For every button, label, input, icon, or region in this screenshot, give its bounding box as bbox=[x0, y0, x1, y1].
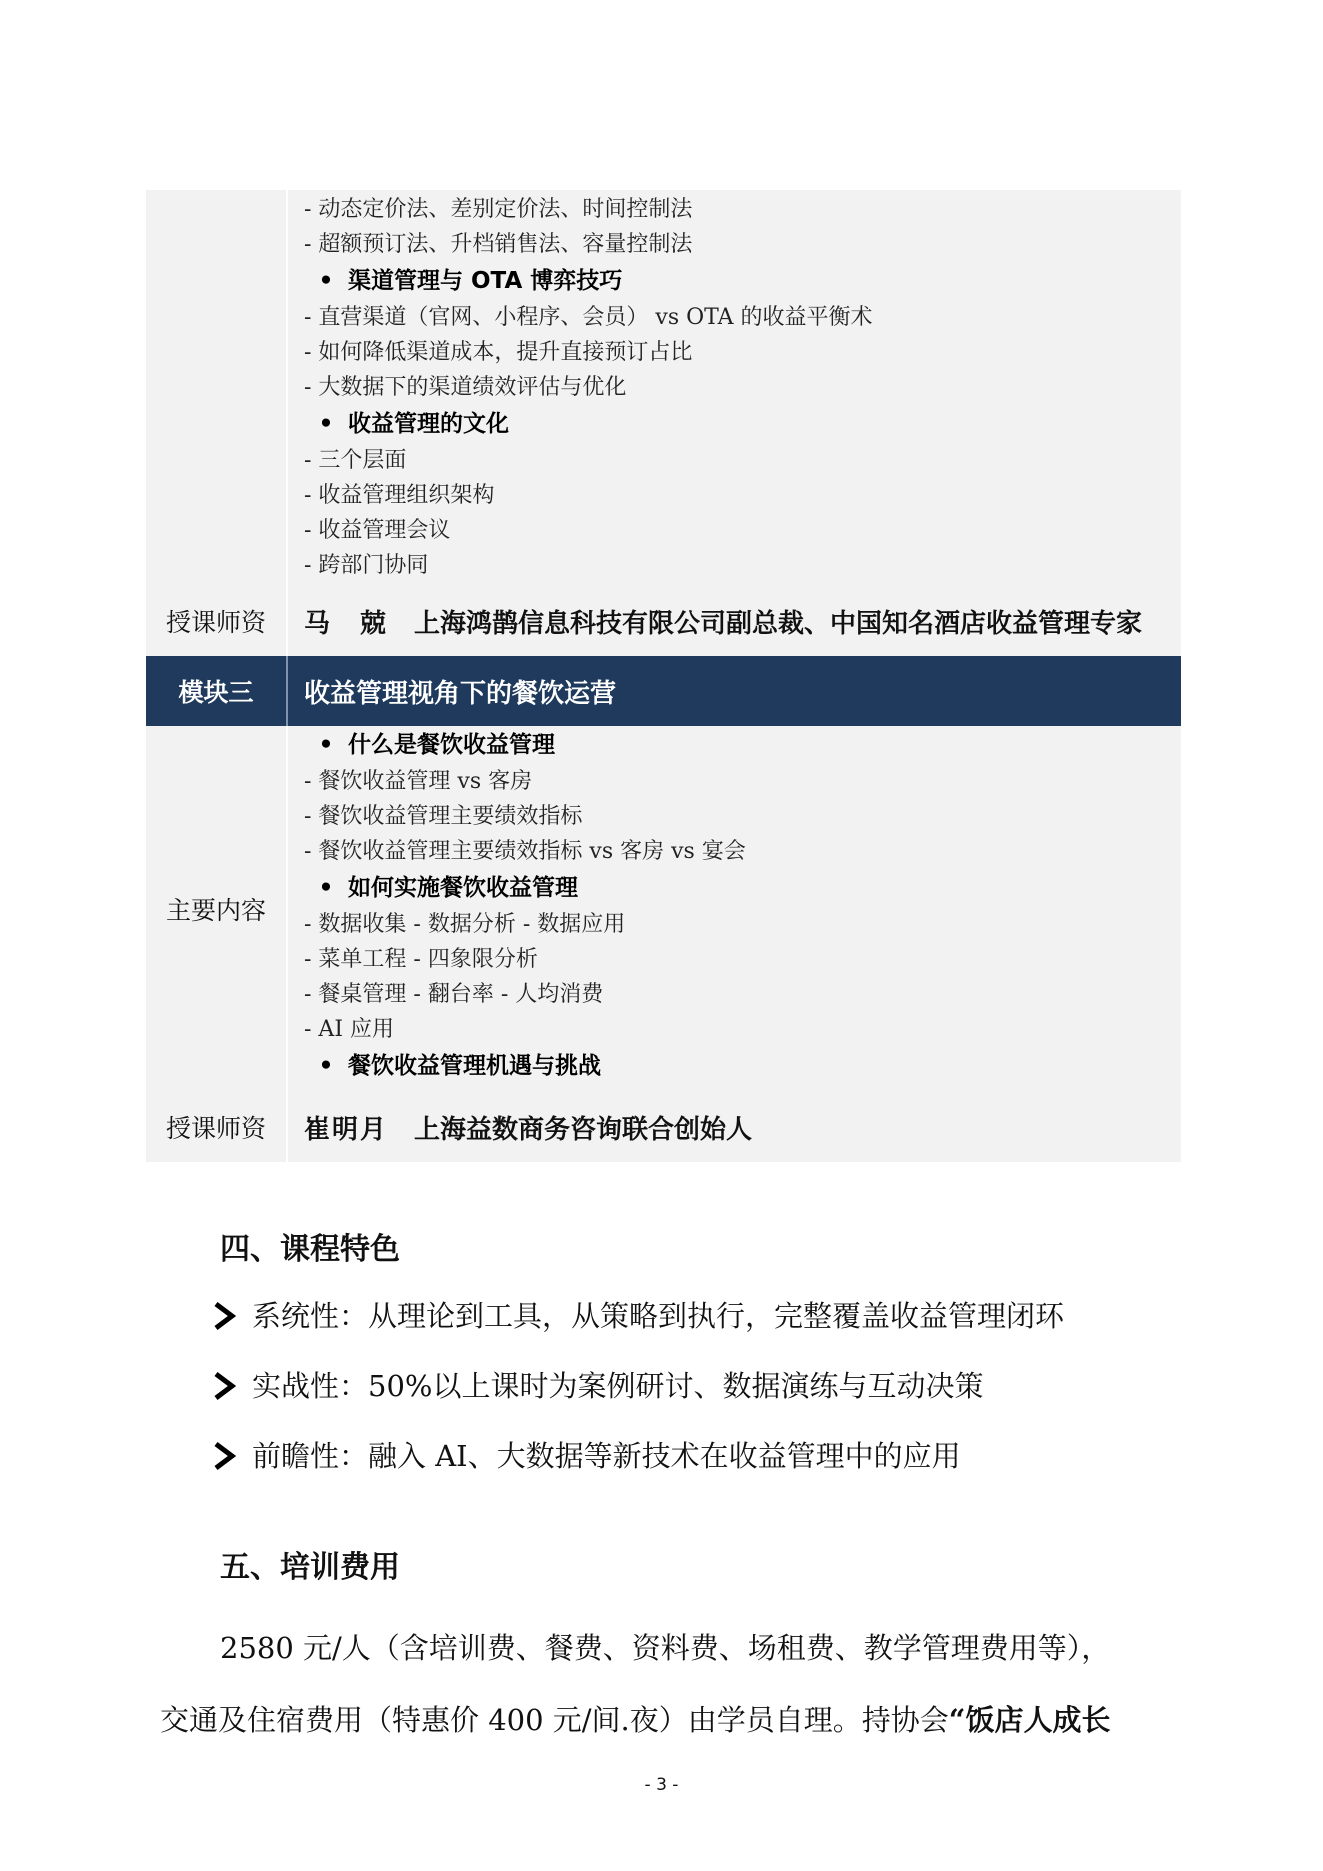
row-label: 主要内容 bbox=[146, 726, 286, 1092]
topic-heading-text: 渠道管理与 OTA 博弈技巧 bbox=[348, 268, 623, 294]
course-table bbox=[146, 190, 1181, 1162]
topic-heading bbox=[304, 1047, 1181, 1085]
teacher-info bbox=[286, 1092, 1181, 1162]
feature-text: 实战性：50%以上课时为案例研讨、数据演练与互动决策 bbox=[252, 1369, 984, 1403]
module2-content bbox=[286, 190, 1181, 586]
teacher-description: 上海鸿鹊信息科技有限公司副总裁、中国知名酒店收益管理专家 bbox=[414, 608, 1143, 639]
teacher-name: 崔明月 bbox=[304, 1114, 389, 1145]
feature-item bbox=[210, 1296, 1064, 1336]
section-title: 四、课程特色 bbox=[220, 1232, 400, 1267]
list-item: - 跨部门协同 bbox=[304, 553, 429, 578]
section-title: 五、培训费用 bbox=[220, 1550, 400, 1585]
topic-heading-text: 收益管理的文化 bbox=[348, 411, 509, 437]
list-item: - 餐饮收益管理主要绩效指标 vs 客房 vs 宴会 bbox=[304, 839, 746, 864]
bullet-icon: • bbox=[318, 268, 334, 294]
feature-text: 前瞻性：融入 AI、大数据等新技术在收益管理中的应用 bbox=[252, 1439, 961, 1473]
list-item: - 超额预订法、升档销售法、容量控制法 bbox=[304, 232, 693, 257]
module3-header-row bbox=[146, 656, 1181, 726]
teacher-info bbox=[286, 586, 1181, 656]
list-item: - 动态定价法、差别定价法、时间控制法 bbox=[304, 197, 693, 222]
list-item: - AI 应用 bbox=[304, 1017, 394, 1042]
list-item: - 餐饮收益管理主要绩效指标 bbox=[304, 804, 583, 829]
feature-text: 系统性：从理论到工具，从策略到执行，完整覆盖收益管理闭环 bbox=[252, 1299, 1065, 1333]
chevron-right-icon bbox=[210, 1300, 252, 1332]
bullet-icon: • bbox=[318, 732, 334, 758]
list-item: - 数据收集 - 数据分析 - 数据应用 bbox=[304, 912, 626, 937]
feature-item bbox=[210, 1366, 983, 1406]
list-item: - 餐桌管理 - 翻台率 - 人均消费 bbox=[304, 982, 604, 1007]
chevron-right-icon bbox=[210, 1370, 252, 1402]
chevron-right-icon bbox=[210, 1440, 252, 1472]
fee-text: 交通及住宿费用（特惠价 400 元/间.夜）由学员自理。持协会 bbox=[160, 1703, 949, 1737]
page-number: - 3 - bbox=[644, 1775, 679, 1795]
row-label: 授课师资 bbox=[146, 586, 286, 656]
list-item: - 大数据下的渠道绩效评估与优化 bbox=[304, 375, 627, 400]
row-label-empty bbox=[146, 190, 286, 586]
bullet-icon: • bbox=[318, 1053, 334, 1079]
list-item: - 直营渠道（官网、小程序、会员） vs OTA 的收益平衡术 bbox=[304, 305, 873, 330]
list-item: - 收益管理组织架构 bbox=[304, 483, 495, 508]
module-label: 模块三 bbox=[146, 656, 286, 726]
teacher-row bbox=[146, 1092, 1181, 1162]
list-item: - 菜单工程 - 四象限分析 bbox=[304, 947, 538, 972]
topic-heading bbox=[304, 262, 1181, 300]
module-title: 收益管理视角下的餐饮运营 bbox=[286, 656, 1181, 726]
fee-paragraph-line bbox=[160, 1698, 1110, 1739]
bullet-icon: • bbox=[318, 875, 334, 901]
topic-heading-text: 如何实施餐饮收益管理 bbox=[348, 875, 578, 901]
list-item: - 三个层面 bbox=[304, 448, 407, 473]
topic-heading bbox=[304, 405, 1181, 443]
teacher-row bbox=[146, 586, 1181, 656]
teacher-description: 上海益数商务咨询联合创始人 bbox=[414, 1114, 753, 1145]
topic-heading bbox=[304, 726, 1181, 764]
fee-emphasis: “饭店人成长 bbox=[948, 1703, 1111, 1737]
topic-heading-text: 什么是餐饮收益管理 bbox=[348, 732, 555, 758]
row-label: 授课师资 bbox=[146, 1092, 286, 1162]
topic-heading-text: 餐饮收益管理机遇与挑战 bbox=[348, 1053, 601, 1079]
feature-item bbox=[210, 1436, 961, 1476]
list-item: - 收益管理会议 bbox=[304, 518, 451, 543]
module3-content bbox=[286, 726, 1181, 1092]
teacher-name: 马 兢 bbox=[304, 608, 389, 639]
list-item: - 餐饮收益管理 vs 客房 bbox=[304, 769, 533, 794]
list-item: - 如何降低渠道成本，提升直接预订占比 bbox=[304, 340, 693, 365]
module2-content-row bbox=[146, 190, 1181, 586]
bullet-icon: • bbox=[318, 411, 334, 437]
topic-heading bbox=[304, 869, 1181, 907]
fee-paragraph-line: 2580 元/人（含培训费、餐费、资料费、场租费、教学管理费用等）， bbox=[220, 1631, 1111, 1665]
module3-content-row bbox=[146, 726, 1181, 1092]
